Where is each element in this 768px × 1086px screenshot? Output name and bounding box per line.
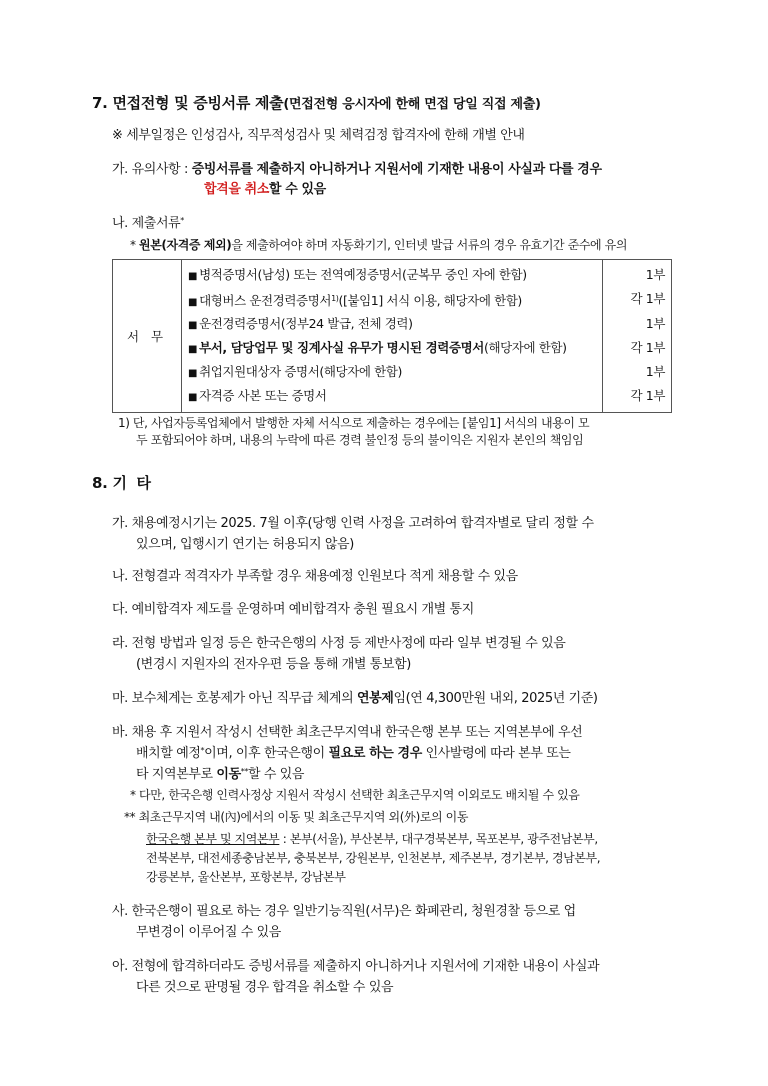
section8-ba-line3 [136, 763, 304, 782]
na-note-rest: 을 제출하여야 하며 자동화기기, 인터넷 발급 서류의 경우 유효기간 준수에 유의 [231, 238, 628, 252]
doc-text: 자격증 사본 또는 증명서 [199, 388, 327, 404]
documents-table [112, 259, 672, 413]
section8-da: 다. 예비합격자 제도를 운영하며 예비합격자 충원 필요시 개별 통지 [112, 602, 474, 617]
section8-ba-list1 [146, 830, 598, 847]
section8-na: 나. 전형결과 적격자가 부족할 경우 채용예정 인원보다 적게 채용할 수 있음 [112, 569, 518, 584]
ba3-text-c: 할 수 있음 [247, 767, 305, 782]
section8-sa-line1: 사. 한국은행이 필요로 하는 경우 일반기능직원(서무)은 화폐관리, 청원경찰 등으로 업 [112, 904, 576, 919]
section8-ba-line1: 바. 채용 후 지원서 작성시 선택한 최초근무지역내 한국은행 본부 또는 지역본부에 우선 [112, 725, 583, 740]
section8-ba-list2: 전북본부, 대전세종충남본부, 충북본부, 강원본부, 인천본부, 제주본부, 경기본부, 경남본부, [146, 851, 601, 865]
ma-text-c: 임(연 4,300만원 내외, 2025년 기준) [393, 691, 598, 706]
ba2-text-bold: 필요로 하는 경우 [328, 746, 422, 761]
item-ga-marker: 가. 유의사항 : [112, 162, 188, 177]
doc-qty: 1부 [645, 315, 665, 331]
square-bullet-icon: ■ [188, 392, 198, 404]
ba2-text-c: 인사발령에 따라 본부 또는 [421, 746, 571, 761]
section8-a-line2: 다른 것으로 판명될 경우 합격을 취소할 수 있음 [136, 980, 394, 995]
doc-row [188, 336, 596, 360]
doc-row [188, 384, 596, 408]
section7-heading [92, 92, 541, 113]
square-bullet-icon: ■ [188, 319, 198, 331]
section8-a-line1: 아. 전형에 합격하더라도 증빙서류를 제출하지 아니하거나 지원서에 기재한 내용이 사실과 [112, 959, 600, 974]
table-category-cell: 서 무 [113, 260, 182, 413]
square-bullet-icon: ■ [188, 343, 198, 355]
ma-text-a: 마. 보수체계는 호봉제가 아닌 직무급 체계의 [112, 691, 357, 706]
section7-item-ga [112, 158, 602, 177]
section8-ra-line2: (변경시 지원자의 전자우편 등을 통해 개별 통보함) [136, 657, 411, 672]
na-note-bold: 원본(자격증 제외) [139, 238, 232, 252]
ba-list-text: : 본부(서울), 부산본부, 대구경북본부, 목포본부, 광주전남본부, [279, 832, 598, 846]
doc-text-post: ([붙임1] 서식 이용, 해당자에 한함) [338, 293, 522, 309]
doc-qty: 1부 [645, 364, 665, 380]
section7-note: ※ 세부일정은 인성검사, 직무적성검사 및 체력검정 합격자에 한해 개별 안내 [112, 128, 525, 143]
section8-ba-list3: 강릉본부, 울산본부, 포항본부, 강남본부 [146, 870, 346, 884]
ba3-sup: ** [240, 767, 248, 776]
square-bullet-icon: ■ [188, 297, 198, 309]
doc-qty: 1부 [645, 267, 665, 282]
doc-text: 병적증명서(남성) 또는 전역예정증명서(군복무 중인 자에 한함) [199, 267, 527, 282]
doc-row [188, 287, 596, 311]
ba2-text-a: 배치할 예정 [136, 746, 201, 761]
doc-text: 운전경력증명서(정부24 발급, 전체 경력) [199, 315, 413, 331]
section8-ga-line1: 가. 채용예정시기는 2025. 7월 이후(당행 인력 사정을 고려하여 합격자별로 달리 정할 수 [112, 516, 594, 531]
ba2-text-b: 이며, 이후 한국은행이 [204, 746, 329, 761]
doc-text: 취업지원대상자 증명서(해당자에 한함) [199, 364, 402, 380]
item-ga-text2: 할 수 있음 [268, 182, 326, 197]
section8-ba-note2: ** 최초근무지역 내(內)에서의 이동 및 최초근무지역 외(外)로의 이동 [124, 810, 469, 824]
item-ga-text1: 증빙서류를 제출하지 아니하거나 지원서에 기재한 내용이 사실과 다를 경우 [191, 162, 602, 177]
doc-qty: 각 1부 [630, 291, 665, 307]
section8-ma [112, 687, 598, 706]
section7-number: 7. [92, 94, 108, 112]
doc-text: 부서, 담당업무 및 징계사실 유무가 명시된 경력증명서 [199, 339, 484, 355]
table-footnote-line2: 두 포함되어야 하며, 내용의 누락에 따른 경력 불인정 등의 불이익은 지원자 본인의 책임임 [136, 433, 584, 447]
ma-text-bold: 연봉제 [356, 691, 394, 706]
section8-heading [92, 472, 151, 493]
doc-qty: 각 1부 [630, 388, 665, 404]
section7-title-sub: (면접전형 응시자에 한해 면접 당일 직접 제출) [283, 97, 541, 112]
table-items-cell [182, 260, 603, 413]
doc-text-post: (해당자에 한함) [483, 339, 567, 355]
section8-sa-line2: 무변경이 이루어질 수 있음 [136, 925, 281, 940]
section8-ra-line1: 라. 전형 방법과 일정 등은 한국은행의 사정 등 제반사정에 따라 일부 변경될 수 있음 [112, 636, 566, 651]
doc-footnote-sup: 1) [331, 294, 339, 304]
square-bullet-icon: ■ [188, 271, 198, 282]
na-note-star: * [130, 238, 136, 252]
table-footnote-line1: 1) 단, 사업자등록업체에서 발행한 자체 서식으로 제출하는 경우에는 [붙임1] 서식의 내용이 모 [118, 416, 590, 430]
section8-ga-line2: 있으며, 입행시기 연기는 허용되지 않음) [136, 537, 354, 552]
section7-item-ga-cont [204, 178, 326, 197]
section8-ba-note1: * 다만, 한국은행 인력사정상 지원서 작성시 선택한 최초근무지역 이외로도 배치될 수 있음 [130, 788, 580, 802]
section7-item-na [112, 212, 184, 231]
table-qty-cell [603, 260, 672, 413]
section8-ba-line2 [136, 742, 571, 761]
doc-qty: 각 1부 [630, 339, 665, 355]
square-bullet-icon: ■ [188, 368, 198, 380]
doc-row [188, 263, 596, 287]
section8-title: 기 타 [112, 474, 151, 492]
doc-row [188, 312, 596, 336]
section8-number: 8. [92, 474, 108, 492]
item-na-sup: * [180, 216, 184, 225]
item-ga-red: 합격을 취소 [204, 182, 269, 197]
item-na-text: 나. 제출서류 [112, 216, 181, 231]
section7-title: 면접전형 및 증빙서류 제출 [112, 94, 284, 112]
ba-list-underlined: 한국은행 본부 및 지역본부 [146, 832, 280, 846]
ba3-text-a: 타 지역본부로 [136, 767, 217, 782]
section7-na-note [130, 236, 627, 253]
doc-text: 대형버스 운전경력증명서 [199, 293, 332, 309]
ba2-sup: * [200, 746, 205, 755]
doc-row [188, 360, 596, 384]
ba3-text-bold: 이동 [216, 767, 241, 782]
